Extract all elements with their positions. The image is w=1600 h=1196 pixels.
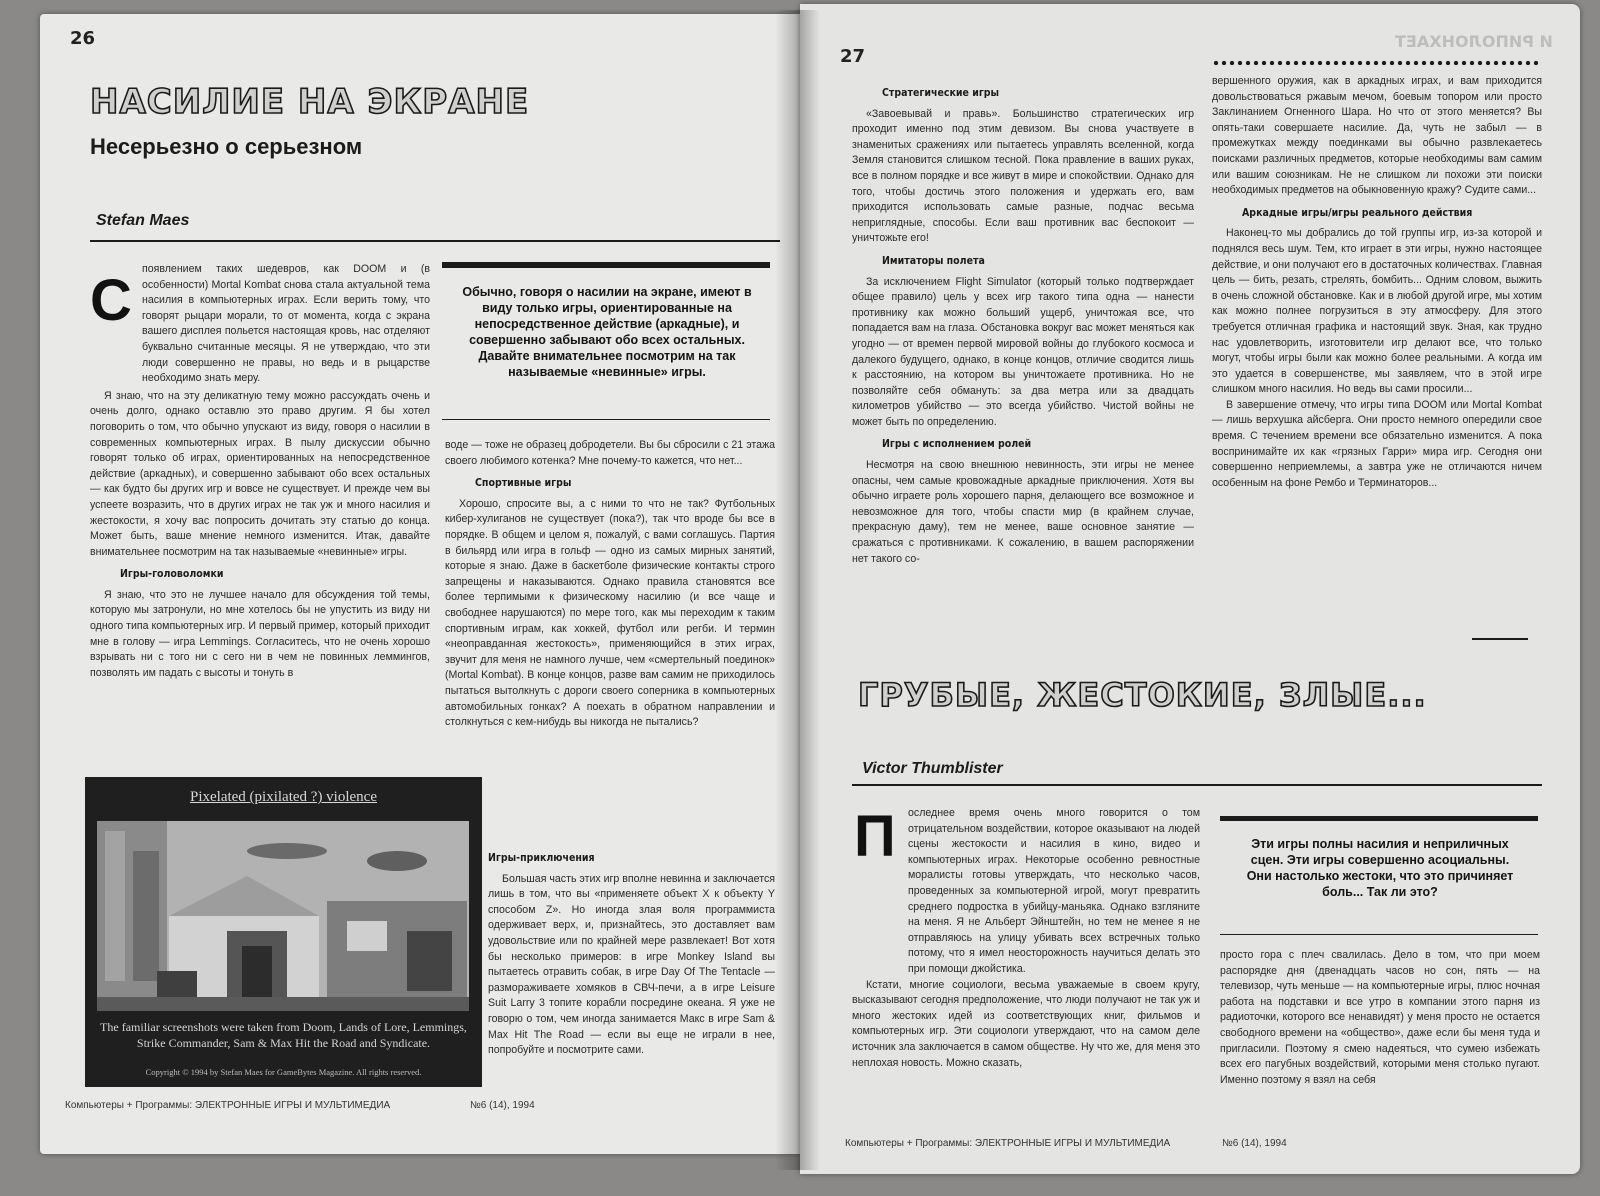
section-heading-rpg: Игры с исполнением ролей [882,438,1032,451]
page-number: 26 [70,28,96,49]
section-heading-sports: Спортивные игры [475,477,572,490]
drop-cap: С [90,268,132,333]
pull-quote-bottom-rule [1220,934,1538,935]
spine-gutter [775,10,820,1170]
pull-quote: Обычно, говоря о насилии на экране, имеют в виду только игры, ориентированные на непосредственное действие (аркадные), и совершенно забывают обо всех остальных. Давайте внимательнее посмотрим на так называемые «невинные» игры. [462,285,752,379]
paragraph: вершенного оружия, как в аркадных играх, и вам приходится довольствоваться ржавым мечом, боевым топором или просто Заклинанием Огненного Шара. Но что от этого меняется? Вы опять-таки совершаете насилие. Да, чуть не забыл — в промежутках между поединками вы обычно развлекаетесь поисками различных предметов, которые необходимы вам самим или вашим союзникам. Не не слишком ли похожи эти поиски необходимых предметов на обыкновенную кражу? Судите сами... [1212,75,1542,197]
paragraph: Наконец-то мы добрались до той группы игр, из-за которой и поднялся весь шум. Тем, кто играет в эти игры, нужно настоящее действие, и они получают его в достаточных количествах. Главная цель — бить, резать, стрелять, бомбить... Одним словом, выжить в очень сложной обстановке. Как и в любой другой игре, мы хотим как можно полнее погрузиться в эту атмосферу. Для этого требуется отличная графика и настоящий звук. Зная, как трудно нас удовлетворить, изготовители игр делают все, что только могут, чтобы игры были как можно более реальными. А когда им это удается в совершенстве, мы заявляем, что в этой игре слишком много насилия. Но ведь вы сами просили... [1212,227,1543,396]
paragraph: просто гора с плеч свалилась. Дело в том, что при моем распорядке дня (двенадцать часов но сон, пять — на телевизор, чуть меньше — на компьютерные игры, плюс ночная работа на подставки и все утро в компании этого парня из радиоточки, которого все ненавидят) у меня просто не остается свободного времени на «общество», даже если бы меня туда и пригласили. Поэтому я смею надеяться, что сумею избежать всех его пагубных воздействий, которыми меня столько пугают. Именно поэтому я взял на себя [1220,949,1540,1086]
paragraph: Несмотря на свою внешнюю невинность, эти игры не менее опасны, чем самые кровожадные аркадные приключения. Хотя вы обычно играете роль хорошего парня, делающего все возможное и невозможное для того, чтобы спасти мир (в крайнем случае, прекрасную даму), тем не менее, ваше основное занятие — сражаться с противниками. К сожалению, в вашем распоряжении нет такого со- [852,459,1194,565]
section-heading-arcade: Аркадные игры/игры реального действия [1242,206,1473,219]
drop-cap: П [854,804,896,869]
second-article-headline: ГРУБЫЕ, ЖЕСТОКИЕ, ЗЛЫЕ... [858,676,1427,714]
screenshot-collage [85,777,482,1087]
footer-magazine: Компьютеры + Программы: ЭЛЕКТРОННЫЕ ИГРЫ И МУЛЬТИМЕДИА [845,1138,1171,1149]
paragraph: оследнее время очень много говорится о том отрицательном воздействии, которое оказывают на людей сцены жестокости и насилия в кино, видео и компьютерных играх. Некоторые особенно ревностные моралисты готовы утверждать, что несколько часов, проведенных за компьютерной игрой, могут превратить среднего подростка в убийцу-маньяка. Однако взгляните на меня. Я не Альберт Эйнштейн, но тем не менее я не отправляюсь на улицу убивать всех встречных только потому, что я имел неосторожность научиться делать это при помощи джойстика. [908,807,1200,975]
section-heading-adventure: Игры-приключения [488,852,595,864]
page-number: 27 [840,46,866,67]
pull-quote: Эти игры полны насилия и неприличных сцен. Эти игры совершенно асоциальны. Они настолько жестоки, что это причиняет боль... Так ли это? [1246,837,1514,899]
paragraph: Хорошо, спросите вы, а с ними то что не так? Футбольных кибер-хулиганов не существует (пока?), так что вроде бы все в порядке. В общем и целом я, пожалуй, с вами соглашусь. Партия в бильярд или игра в гольф — одно из самых мирных занятий, которые я знаю. Даже в баскетболе физические контакты строго запрещены и наказываются. Однако правила становятся все более терпимыми к физическому насилию (и все чаще и свободнее нарушаются) по мере того, как мы переходим к таким спортивным играм, как хоккей, футбол или регби. И термин «неоправданная жестокость», применяющийся в этих играх, звучит для меня не намного лучше, чем «смертельный поединок» (Mortal Kombat). В конце концов, разве вам самим не приходилось пытаться вытолкнуть с дороги своего соперника в компьютерных автомобильных гонках? А поехать в обратном направлении и столкнуться с кем-нибудь вы никогда не пытались? [445,497,775,729]
footer-issue: №6 (14), 1994 [470,1100,535,1111]
paragraph: В завершение отмечу, что игры типа DOOM или Mortal Kombat — лишь верхушка айсберга. Они просто немного опередили свое время. С течением времени все обязательно изменится. А пока воспринимайте их как «грязных Гарри» мира игр. Сегодня они совершенно неприемлемы, а завтра уже не отличаются ничем особенным на фоне Рембо и Терминаторов... [1212,398,1542,489]
second-article-author: Victor Thumblister [862,760,1003,777]
collage-title: Pixelated (pixilated ?) violence [189,789,377,805]
footer-magazine: Компьютеры + Программы: ЭЛЕКТРОННЫЕ ИГРЫ И МУЛЬТИМЕДИА [65,1100,391,1111]
paragraph: появлением таких шедевров, как DOOM и (в особенности) Mortal Kombat снова стала актуальной тема насилия в компьютерных играх. Если верить тому, что говорят рыцари морали, то от момента, когда с экрана вашего дисплея польется настоящая кровь, нас отделяют буквально считанные месяцы. Я не утверждаю, что эти люди совершенно не правы, но ведь и в рыцарстве необходимо знать меру. [142,263,430,385]
second-author-rule [852,784,1542,786]
article-headline: НАСИЛИЕ НА ЭКРАНЕ [90,82,530,122]
article-subtitle: Несерьезно о серьезном [90,134,363,159]
collage-caption: The familiar screenshots were taken from Doom, Lands of Lore, Lemmings, Strike Commander, Sam & Max Hit the Road and Syndicate. [100,1020,467,1050]
left-column-1 [90,262,430,681]
pull-quote-top-rule [1220,816,1538,821]
left-page [40,14,800,1154]
right-column-1 [852,86,1194,567]
bleed-through-text: И РИПОЛОНХАЕТ [1395,32,1553,51]
pull-quote-bottom-rule [442,419,770,420]
paragraph: Кстати, многие социологи, весьма уважаемые в своем кругу, высказывают сегодня предположение, что люди получают не так уж и много жестоких идей из соответствующих книг, фильмов и компьютерных игр. Эти социологи утверждают, что на самом деле источник зла заключается в самом обществе. Ну что же, для меня это неплохая новость. Можно сказать, [852,978,1200,1069]
author-rule [90,240,780,242]
dotted-rule [1212,60,1542,66]
end-rule [1472,638,1528,640]
article-author: Stefan Maes [96,212,190,229]
paragraph: воде — тоже не образец добродетели. Вы бы сбросили с 21 этажа своего любимого котенка? Мне почему-то кажется, что нет... [445,439,775,467]
game-screenshot-image [97,821,469,1011]
paragraph: Большая часть этих игр вполне невинна и заключается лишь в том, что вы «применяете объект X к объекту Y способом Z». Но иногда злая воля программиста одерживает верх, и, признайтесь, это доставляет вам удовольствие или по крайней мере развлекает! Вот хотя бы несколько примеров: в игре Monkey Island вы пытаетесь отравить собак, в игре Day Of The Tentacle — размораживаете хомяков в СВЧ-печи, а в игре Leisure Suit Larry 3 топите корабли посредине океана. Я уже не говорю о том, чем иногда занимается Макс в игре Sam & Max Hit The Road — если вы еще не играли в нее, попробуйте и посмотрите сами. [488,872,775,1057]
right-column-2 [1212,74,1542,491]
paragraph: «Завоевывай и правь». Большинство стратегических игр проходит именно под этим девизом. Вы снова участвуете в знаменитых сражениях или пытаетесь управлять вселенной, когда Земля становится слишком тесной. Пока правление в ваших руках, все в полном порядке и все живут в мире и спокойствии. Однако для того, чтобы достичь этого положения и удержать его, вам приходится использовать самые разные, подчас весьма неприглядные, способы. Если ваш противник вас беспокоит — уничтожьте его! [852,107,1194,245]
left-column-2b [488,844,775,1059]
pull-quote-top-rule [442,262,770,268]
section-heading-flight: Имитаторы полета [882,254,985,267]
left-column-2 [445,438,775,731]
collage-copyright: Copyright © 1994 by Stefan Maes for GameBytes Magazine. All rights reserved. [145,1067,422,1077]
section-heading-puzzles: Игры-головоломки [120,568,224,581]
right-article2-column-2 [1220,948,1540,1088]
right-page [800,4,1580,1174]
section-heading-strategy: Стратегические игры [882,87,1000,99]
paragraph: Я знаю, что это не лучшее начало для обсуждения той темы, которую мы затронули, но мне хотелось бы не упустить из виду ни одного типа компьютерных игр. И первый пример, который приходит мне в голову — игра Lemmings. Согласитесь, что не очень хорошо взрывать ни с того ни с сего ни в чем не повинных леммингов, позволять им падать с высоты и тонуть в [90,588,430,679]
paragraph: Я знаю, что на эту деликатную тему можно рассуждать очень и очень долго, однако оставлю это право другим. Я бы хотел поговорить о том, что обычно упускают из виду, говоря о насилии в современных компьютерных играх. В пылу дискуссии обычно говорят только об играх, ориентированных на непосредственное действие (аркадных), и совершенно забывают обо всех остальных — как будто бы других игр и вовсе не существует. И прежде чем вы успеете возразить, что в других играх не так уж и много насилия и жестокости, я хочу вас попросить дочитать эту статью до конца. Может быть, ваше мнение немного изменится. Итак, давайте внимательнее посмотрим на так называемые «невинные» игры. [90,389,430,558]
right-article2-column-1 [852,806,1200,1071]
paragraph: За исключением Flight Simulator (который только подтверждает общее правило) цель у всех игр такого типа одна — нанести противнику как можно больший ущерб, уничтожая все, что попадается вам на глаза. Обстановка вокруг вас может меняться как угодно — от времен первой мировой войны до глубокого космоса и далекого будущего, однако, в конце концов, отличие сводится лишь к расстоянию, на котором вы уничтожаете противника. Но не позволяйте себя обмануть: за два метра или за двадцать километров убийство — это всегда убийство. Чистой войны не может быть по определению. [852,275,1194,428]
footer-issue: №6 (14), 1994 [1222,1138,1287,1149]
